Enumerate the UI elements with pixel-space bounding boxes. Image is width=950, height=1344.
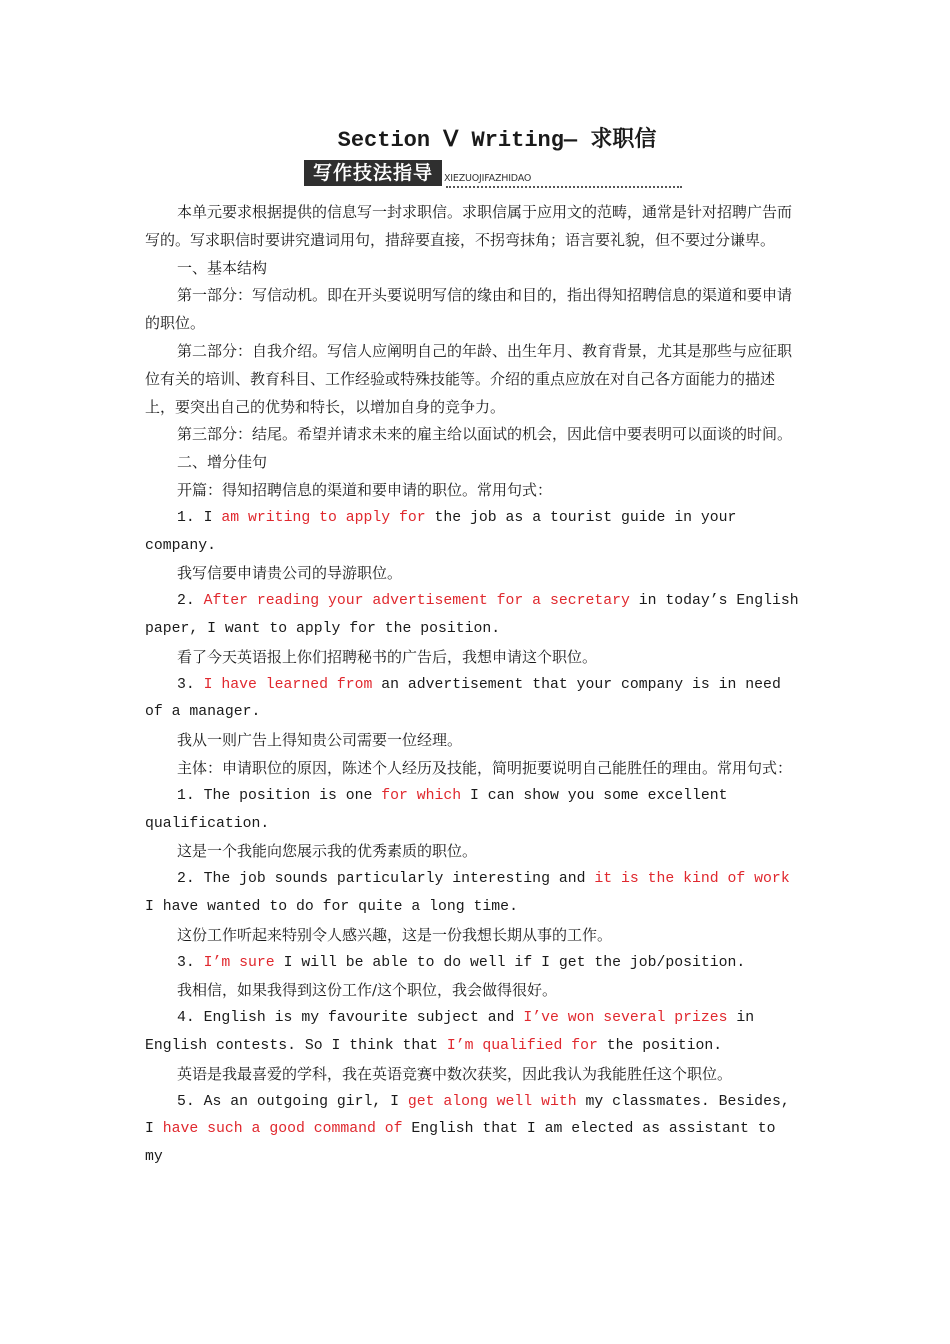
text-segment: 5. As an outgoing girl, I bbox=[177, 1093, 408, 1110]
highlighted-phrase: it is the kind of work bbox=[594, 871, 790, 888]
text-segment: in English contests. So I think that bbox=[145, 1010, 755, 1054]
paragraph: 一、基本结构 bbox=[177, 258, 268, 277]
paragraph: 这是一个我能向您展示我的优秀素质的职位。 bbox=[177, 842, 478, 861]
highlighted-phrase: for which bbox=[381, 787, 462, 804]
document-body bbox=[145, 199, 800, 1172]
highlighted-phrase: I’ve won several prizes bbox=[523, 1010, 728, 1027]
english-example-paragraph bbox=[145, 950, 800, 978]
english-example-paragraph bbox=[145, 1005, 800, 1061]
text-segment: in today’s English paper, I want to apply for the position. bbox=[145, 593, 799, 637]
highlighted-phrase: get along well with bbox=[407, 1093, 577, 1110]
text-segment: I will be able to do well if I get the job/position. bbox=[274, 954, 746, 971]
highlighted-phrase: I’m qualified for bbox=[446, 1037, 598, 1054]
paragraph: 英语是我最喜爱的学科，我在英语竞赛中数次获奖，因此我认为我能胜任这个职位。 bbox=[177, 1064, 733, 1083]
paragraph: 我写信要申请贵公司的导游职位。 bbox=[177, 564, 403, 583]
english-example-paragraph bbox=[145, 1089, 800, 1172]
paragraph: 看了今天英语报上你们招聘秘书的广告后，我想申请这个职位。 bbox=[177, 647, 598, 666]
banner-label: 写作技法指导 bbox=[304, 160, 442, 186]
paragraph: 二、增分佳句 bbox=[177, 453, 268, 472]
highlighted-phrase: I’m sure bbox=[203, 954, 275, 971]
text-segment: an advertisement that your company is in need of a manager. bbox=[145, 676, 781, 721]
highlighted-phrase: After reading your advertisement for a secretary bbox=[203, 593, 630, 610]
text-segment: the job as a tourist guide in your company. bbox=[145, 509, 737, 554]
highlighted-phrase: am writing to apply for bbox=[221, 509, 426, 526]
text-segment: English that I am elected as assistant to my bbox=[145, 1121, 776, 1166]
banner-divider bbox=[446, 186, 682, 188]
paragraph: 第三部分：结尾。希望并请求未来的雇主给以面试的机会，因此信中要表明可以面谈的时间。 bbox=[177, 425, 793, 444]
highlighted-phrase: have such a good command of bbox=[162, 1121, 403, 1138]
paragraph: 第一部分：写信动机。即在开头要说明写信的缘由和目的，指出得知招聘信息的渠道和要申请的职位。 bbox=[145, 286, 793, 333]
english-example-paragraph bbox=[145, 783, 800, 839]
paragraph: 第二部分：自我介绍。写信人应阐明自己的年龄、出生年月、教育背景，尤其是那些与应征职位有关的培训、教育科目、工作经验或特殊技能等。介绍的重点应放在对自己各方面能力的描述上，要突出自己的优势和特长，以增加自身的竞争力。 bbox=[145, 341, 793, 416]
english-example-paragraph bbox=[145, 505, 800, 561]
text-segment: 3. bbox=[177, 954, 204, 971]
text-segment: 3. bbox=[177, 676, 204, 693]
paragraph: 开篇：得知招聘信息的渠道和要申请的职位。常用句式： bbox=[177, 480, 553, 499]
text-segment: 1. I bbox=[177, 509, 222, 526]
english-example-paragraph bbox=[145, 588, 800, 644]
text-segment: the position. bbox=[597, 1037, 723, 1054]
banner-subtitle: XIEZUOJIFAZHIDAO bbox=[444, 173, 532, 184]
text-segment: 2. bbox=[177, 593, 204, 610]
paragraph: 我相信，如果我得到这份工作/这个职位，我会做得很好。 bbox=[177, 981, 558, 1000]
english-example-paragraph bbox=[145, 866, 800, 922]
paragraph: 这份工作听起来特别令人感兴趣，这是一份我想长期从事的工作。 bbox=[177, 925, 613, 944]
text-segment: I can show you some excellent qualification. bbox=[145, 787, 728, 832]
english-example-paragraph bbox=[145, 672, 800, 728]
text-segment: 2. The job sounds particularly interesting and bbox=[177, 871, 595, 888]
text-segment: my classmates. Besides, I bbox=[145, 1093, 790, 1138]
page-title: Section Ⅴ Writing— 求职信 bbox=[337, 128, 657, 153]
paragraph: 我从一则广告上得知贵公司需要一位经理。 bbox=[177, 731, 463, 750]
paragraph: 主体：申请职位的原因，陈述个人经历及技能，简明扼要说明自己能胜任的理由。常用句式： bbox=[177, 758, 793, 777]
paragraph: 本单元要求根据提供的信息写一封求职信。求职信属于应用文的范畴，通常是针对招聘广告而写的。写求职信时要讲究遣词用句，措辞要直接，不拐弯抹角；语言要礼貌，但不要过分谦卑。 bbox=[145, 203, 793, 249]
text-segment: I have wanted to do for quite a long time. bbox=[145, 898, 518, 915]
text-segment: 4. English is my favourite subject and bbox=[177, 1010, 524, 1027]
highlighted-phrase: I have learned from bbox=[203, 676, 373, 693]
text-segment: 1. The position is one bbox=[177, 787, 382, 804]
